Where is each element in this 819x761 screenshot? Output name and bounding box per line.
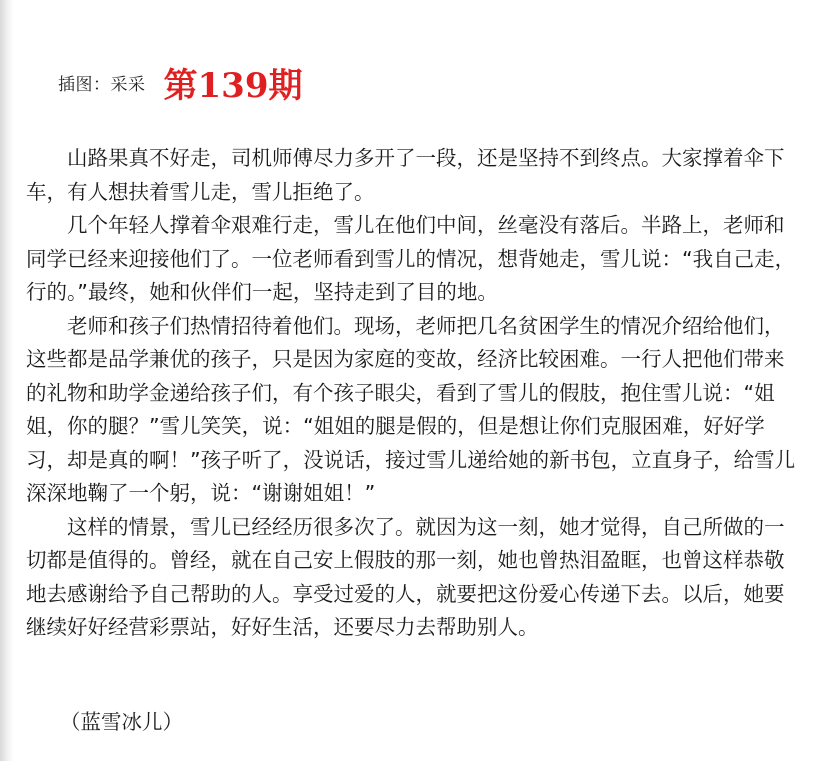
article-header [58, 58, 302, 106]
page-edge-shadow [0, 0, 14, 761]
paragraph: 山路果真不好走，司机师傅尽力多开了一段，还是坚持不到终点。大家撑着伞下车，有人想扶着雪儿走，雪儿拒绝了。 [26, 146, 785, 204]
paragraph: 老师和孩子们热情招待着他们。现场，老师把几名贫困学生的情况介绍给他们，这些都是品学兼优的孩子，只是因为家庭的变故，经济比较困难。一行人把他们带来的礼物和助学金递给孩子们，有个孩子眼尖，看到了雪儿的假肢，抱住雪儿说：“姐姐，你的腿？”雪儿笑笑，说：“姐姐的腿是假的，但是想让你们克服困难，好好学习，却是真的啊！”孩子听了，没说话，接过雪儿递给她的新书包，立直身子，给雪儿深深地鞠了一个躬，说：“谢谢姐姐！” [26, 313, 796, 505]
illustration-credit: 插图：采采 [58, 74, 146, 95]
issue-number: 第139期 [163, 65, 303, 106]
paragraph: 几个年轻人撑着伞艰难行走，雪儿在他们中间，丝毫没有落后。半路上，老师和同学已经来迎接他们了。一位老师看到雪儿的情况，想背她走，雪儿说：“我自己走，行的。”最终，她和伙伴们一起，坚持走到了目的地。 [26, 213, 796, 304]
article-body [26, 142, 796, 645]
paragraph: 这样的情景，雪儿已经经历很多次了。就因为这一刻，她才觉得，自己所做的一切都是值得的。曾经，就在自己安上假肢的那一刻，她也曾热泪盈眶，也曾这样恭敬地去感谢给予自己帮助的人。享受过爱的人，就要把这份爱心传递下去。以后，她要继续好好经营彩票站，好好生活，还要尽力去帮助别人。 [26, 514, 785, 639]
author-signature: （蓝雪冰儿） [60, 710, 183, 734]
